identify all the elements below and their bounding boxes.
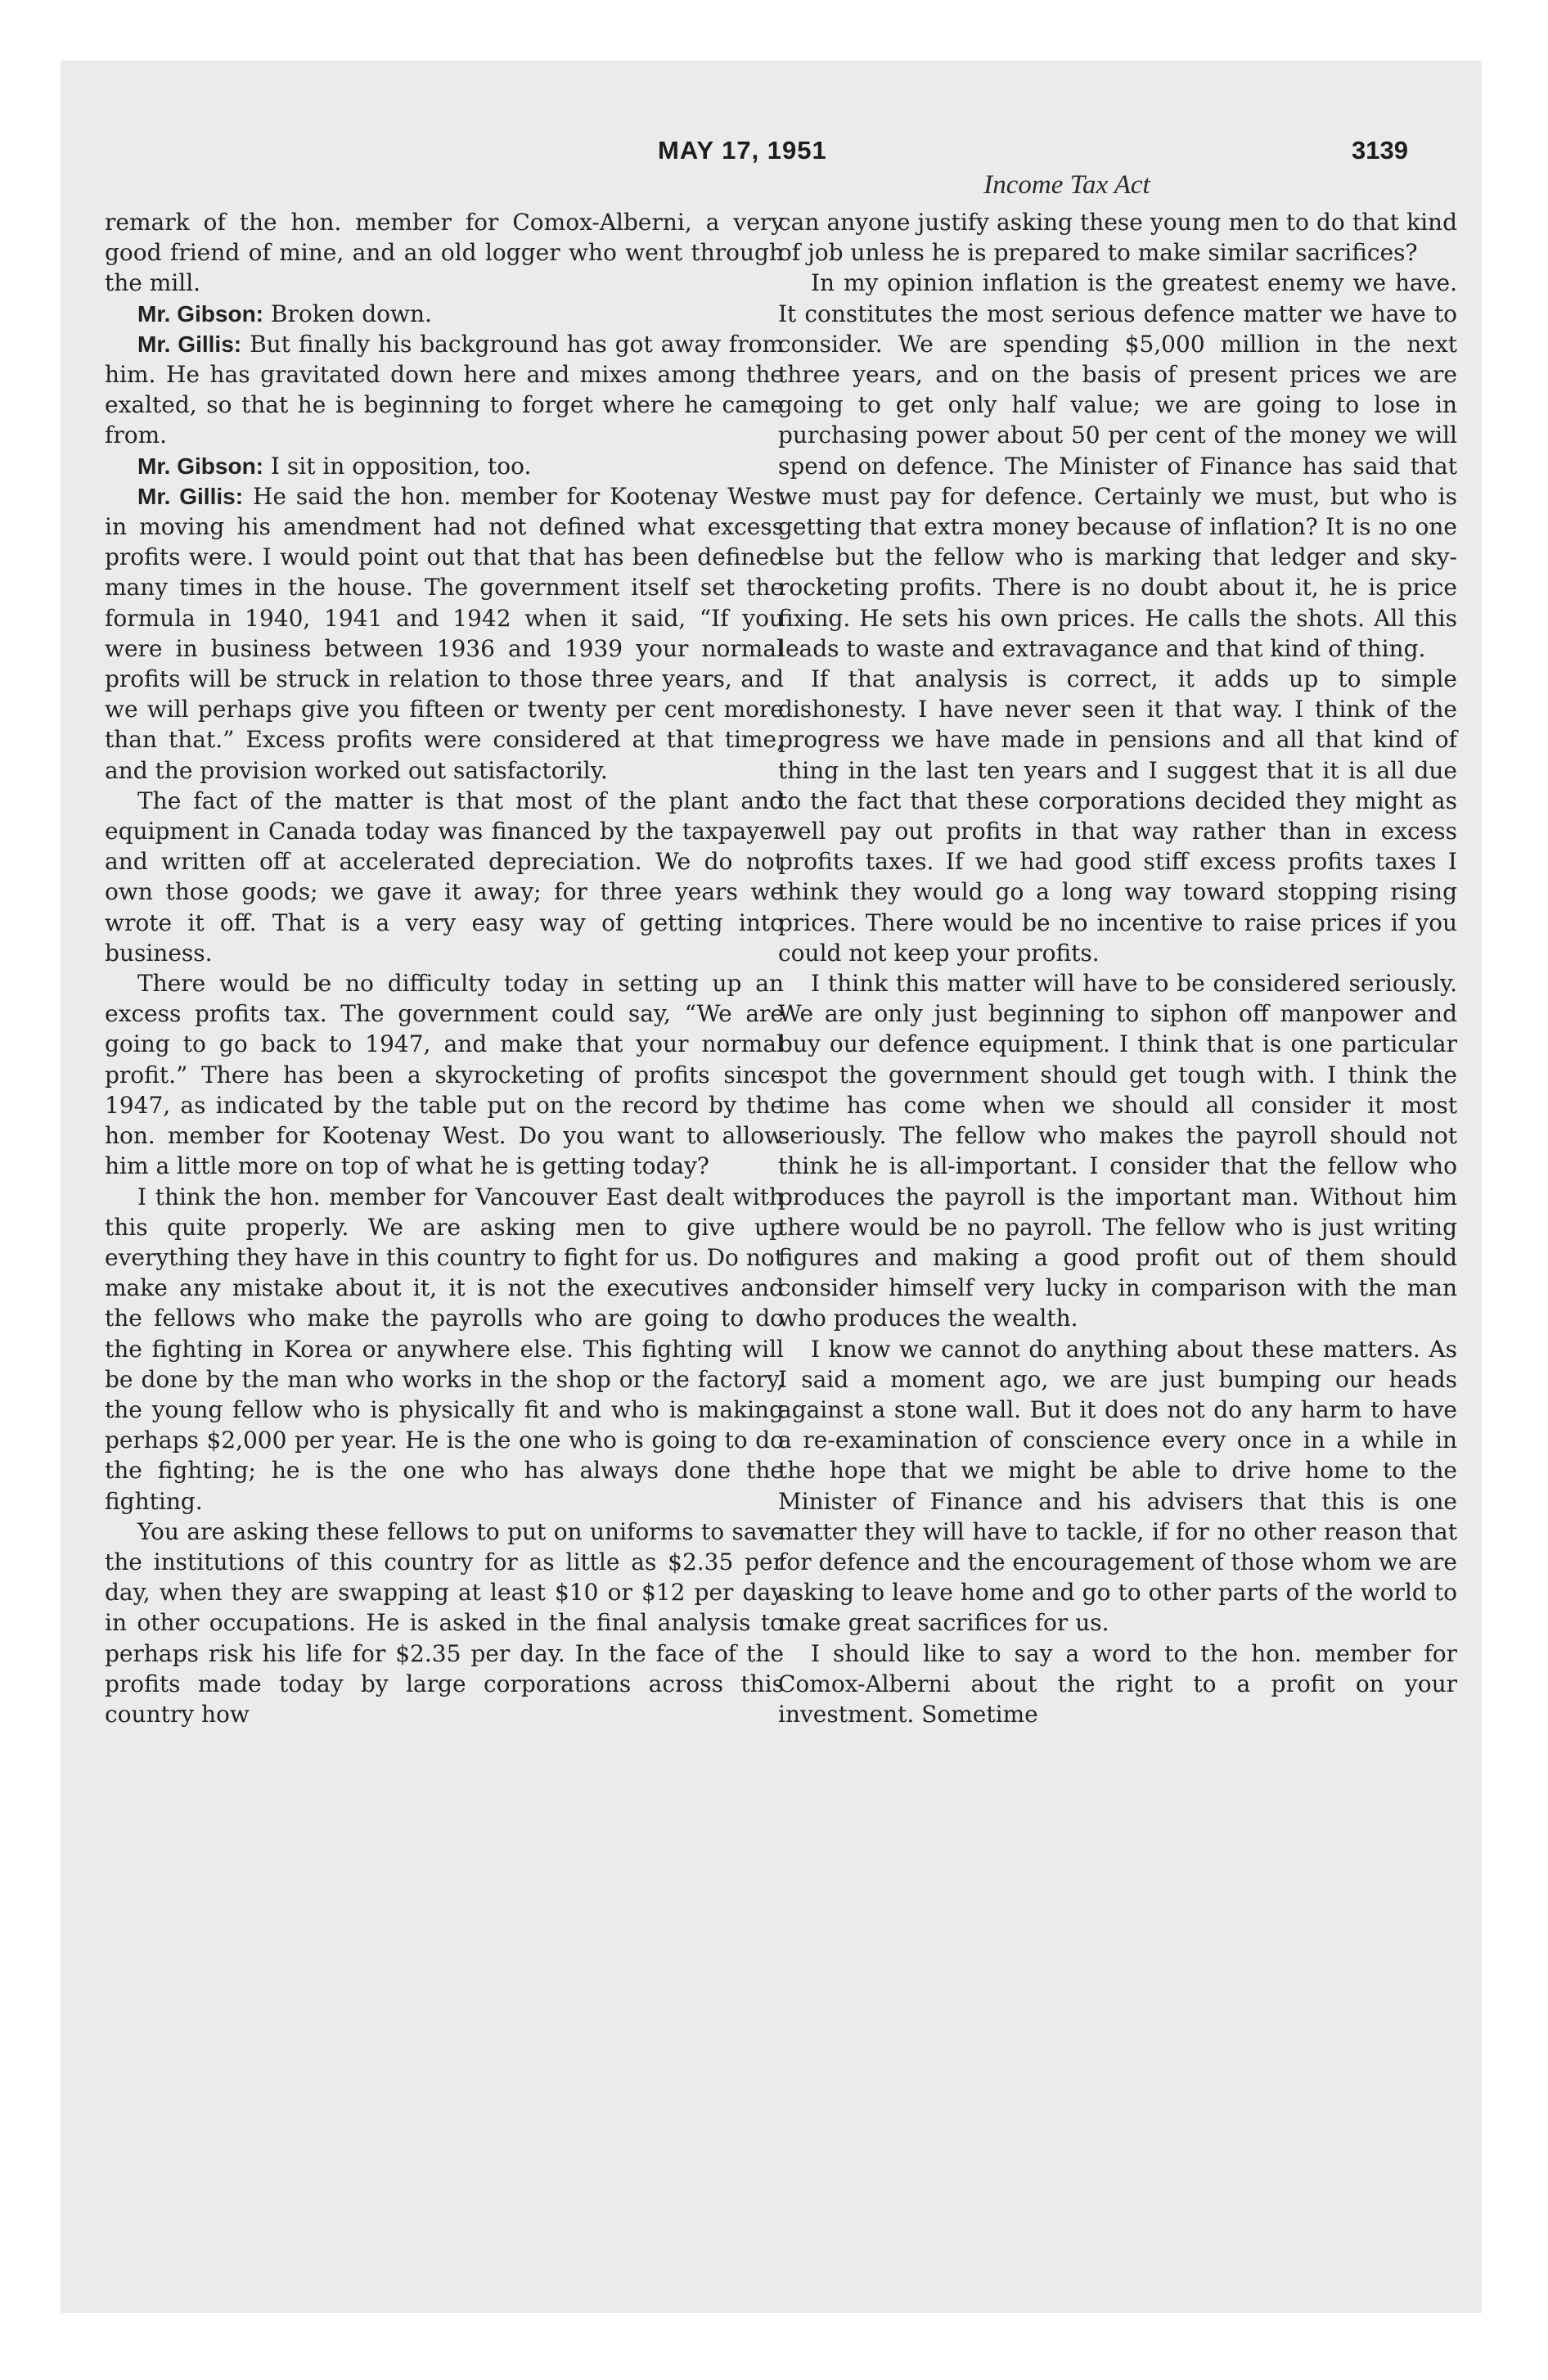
speaker-name: Mr. Gillis: <box>137 331 242 357</box>
paragraph: If that analysis is correct, it adds up to simple dishonesty. I have never seen it that way. I think of the progress we have made in pensions and all that kind of thing in the last ten years and I suggest that it is all due to the fact that these corporations decided they might as well pay out profits in that way rather than in excess profits taxes. If we had good stiff excess profits taxes I think they would go a long way toward stopping rising prices. There would be no incentive to raise prices if you could not keep your profits. <box>778 665 1457 967</box>
paragraph: The fact of the matter is that most of the plant and equipment in Canada today was financed by the taxpayer and written off at accelerated depreciation. We do not own those goods; we gave it away; for three years we wrote it off. That is a very easy way of getting into business. <box>105 787 784 967</box>
paragraph: In my opinion inflation is the greatest enemy we have. It constitutes the most serious defence matter we have to consider. We are spending $5,000 million in the next three years, and on the basis of present prices we are going to get only half value; we are going to lose in purchasing power about 50 per cent of the money we will spend on defence. The Minister of Finance has said that we must pay for defence. Certainly we must, but who is getting that extra money because of inflation? It is no one else but the fellow who is marking that ledger and sky-rocketing profits. There is no doubt about it, he is price fixing. He sets his own prices. He calls the shots. All this leads to waste and extravagance and that kind of thing. <box>778 269 1457 662</box>
header-date: MAY 17, 1951 <box>658 136 827 165</box>
paragraph: I should like to say a word to the hon. member for Comox-Alberni about the right to a profit on your investment. Sometime <box>778 1639 1457 1728</box>
speech-text: I sit in opposition, too. <box>270 452 532 480</box>
speech-text: But finally his background has got away from him. He has gravitated down here and mixes among the exalted, so that he is beginning to forget where he came from. <box>105 330 785 449</box>
paragraph: remark of the hon. member for Comox-Alberni, a very good friend of mine, and an old logger who went through the mill. <box>105 209 784 297</box>
paragraph: You are asking these fellows to put on uniforms to save the institutions of this country for as little as $2.35 per day, when they are swapping at least $10 or $12 per day in other occupations. He is asked in the final analysis to perhaps risk his life for $2.35 per day. In the face of the profits made today by large corporations across this country how <box>105 1517 784 1728</box>
document-page <box>61 61 1482 2313</box>
left-column <box>105 207 784 1729</box>
speaker-paragraph <box>105 329 784 451</box>
speech-text: He said the hon. member for Kootenay West in moving his amendment had not defined what excess profits were. I would point out that that has been defined many times in the house. The government itself set the formula in 1940, 1941 and 1942 when it said, “If you were in business between 1936 and 1939 your normal profits will be struck in relation to those three years, and we will perhaps give you fifteen or twenty per cent more than that.” Excess profits were considered at that time, and the provision worked out satisfactorily. <box>105 482 784 784</box>
paragraph: I think this matter will have to be considered seriously. We are only just beginning to siphon off manpower and buy our defence equipment. I think that is one particular spot the government should get tough with. I think the time has come when we should all consider it most seriously. The fellow who makes the payroll should not think he is all-important. I consider that the fellow who produces the payroll is the important man. Without him there would be no payroll. The fellow who is just writing figures and making a good profit out of them should consider himself very lucky in comparison with the man who produces the wealth. <box>778 970 1457 1332</box>
speaker-paragraph <box>105 451 784 481</box>
speech-text: Broken down. <box>270 300 432 327</box>
paragraph: can anyone justify asking these young men to do that kind of job unless he is prepared to make similar sacrifices? <box>778 209 1457 267</box>
right-column <box>778 207 1457 1729</box>
speaker-name: Mr. Gibson: <box>137 453 263 479</box>
page-number: 3139 <box>1352 136 1408 165</box>
paragraph: I think the hon. member for Vancouver East dealt with this quite properly. We are asking men to give up everything they have in this country to fight for us. Do not make any mistake about it, it is not the executives and the fellows who make the payrolls who are going to do the fighting in Korea or anywhere else. This fighting will be done by the man who works in the shop or the factory, the young fellow who is physically fit and who is making perhaps $2,000 per year. He is the one who is going to do the fighting; he is the one who has always done the fighting. <box>105 1183 784 1515</box>
paragraph: I know we cannot do anything about these matters. As I said a moment ago, we are just bumping our heads against a stone wall. But it does not do any harm to have a re-examination of conscience every once in a while in the hope that we might be able to drive home to the Minister of Finance and his advisers that this is one matter they will have to tackle, if for no other reason that for defence and the encouragement of those whom we are asking to leave home and go to other parts of the world to make great sacrifices for us. <box>778 1335 1457 1637</box>
running-title: Income Tax Act <box>983 170 1150 200</box>
speaker-name: Mr. Gillis: <box>137 483 244 509</box>
speaker-paragraph <box>105 481 784 786</box>
paragraph: There would be no difficulty today in setting up an excess profits tax. The government could say, “We are going to go back to 1947, and make that your normal profit.” There has been a skyrocketing of profits since 1947, as indicated by the table put on the record by the hon. member for Kootenay West. Do you want to allow him a little more on top of what he is getting today? <box>105 970 784 1180</box>
speaker-name: Mr. Gibson: <box>137 300 263 327</box>
speaker-paragraph <box>105 299 784 329</box>
